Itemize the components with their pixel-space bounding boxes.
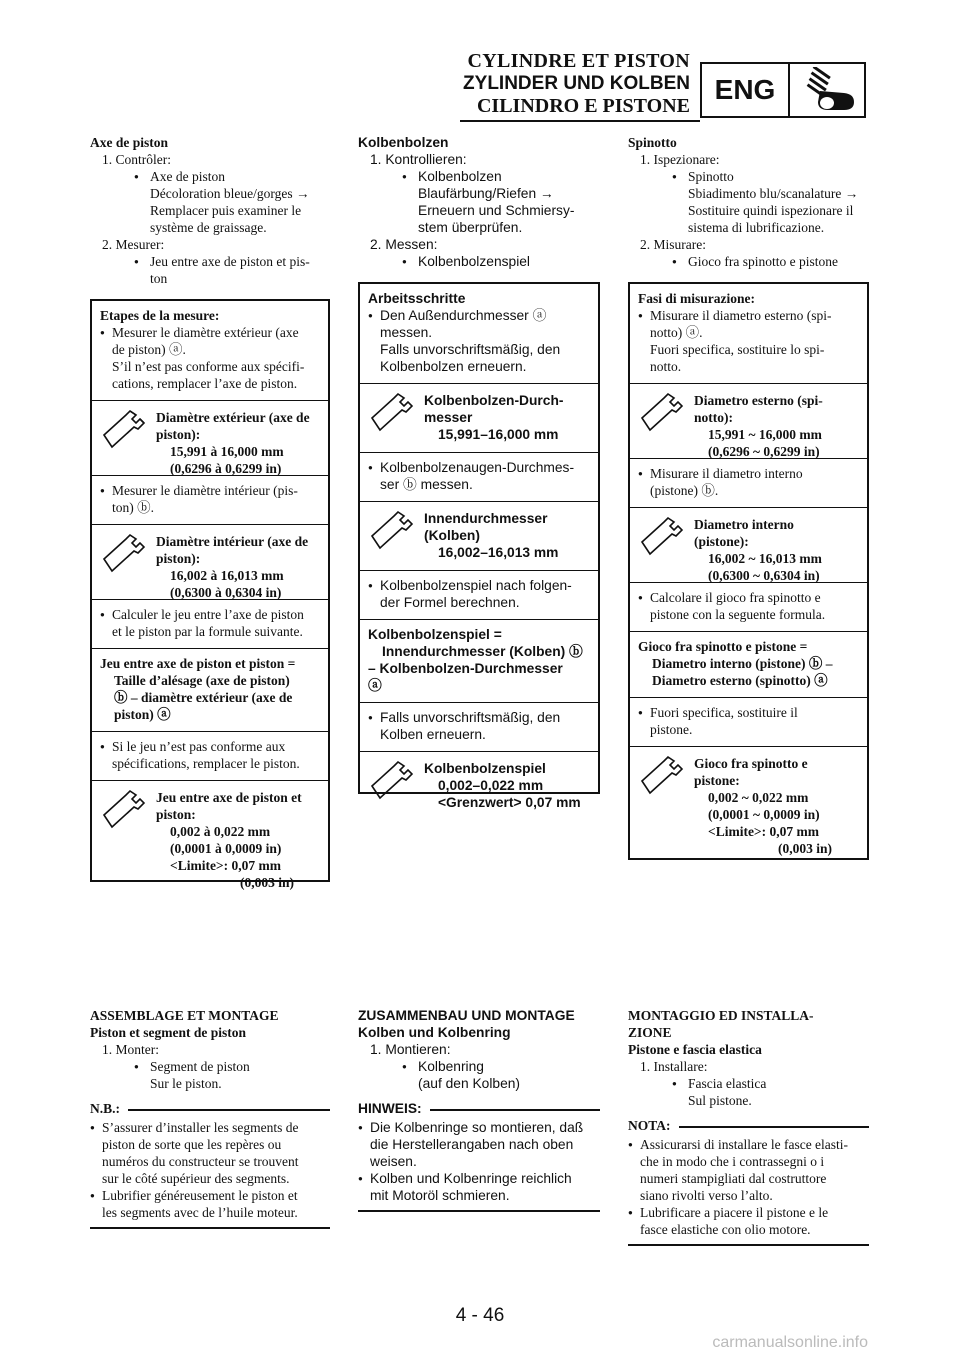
wrench-icon bbox=[638, 753, 694, 857]
fr-box-b1-2: de piston) ⓐ. bbox=[112, 342, 186, 357]
de-box-b1-2: messen. bbox=[380, 325, 433, 340]
fr-note1-3: numéros du constructeur se trouvent bbox=[102, 1154, 299, 1169]
it-box-b1-3: Fuori specifica, sostituire lo spi- bbox=[650, 342, 825, 357]
fr-item1: ● Axe de piston bbox=[90, 168, 330, 185]
de-heading: Kolbenbolzen bbox=[358, 135, 449, 150]
fr-assembly-step: 1. Monter: bbox=[102, 1042, 159, 1057]
wrench-icon bbox=[100, 531, 156, 591]
fr-spec1-2: piston): bbox=[156, 427, 201, 442]
it-box-b2-2: (pistone) ⓑ. bbox=[650, 483, 719, 498]
wrench-icon bbox=[638, 390, 694, 450]
it-assembly-sub: Pistone e fascia elastica bbox=[628, 1042, 762, 1057]
de-measurement-box bbox=[358, 282, 600, 810]
de-step1: 1. Kontrollieren: bbox=[370, 152, 467, 167]
it-assembly-item: ● Fascia elastica bbox=[628, 1075, 869, 1092]
fr-box-b3-1: ● Calculer le jeu entre l’axe de piston bbox=[112, 607, 304, 622]
fr-item1-desc-2: Remplacer puis examiner le bbox=[150, 203, 302, 218]
it-note2-1: ● Lubrificare a piacere il pistone e le bbox=[640, 1205, 829, 1220]
fr-measurement-box bbox=[90, 299, 330, 890]
fr-spec3-2: piston: bbox=[156, 807, 196, 822]
fr-spec3-3: 0,002 à 0,022 mm bbox=[170, 824, 271, 839]
fr-spec1-4: (0,6296 à 0,6299 in) bbox=[170, 461, 282, 476]
fr-box-b4-2: spécifications, remplacer le piston. bbox=[112, 756, 300, 771]
fr-spec3-1: Jeu entre axe de piston et bbox=[156, 790, 302, 805]
it-box-b1-1: ● Misurare il diametro esterno (spi- bbox=[650, 308, 832, 323]
engine-piston-icon bbox=[790, 64, 864, 116]
de-item1-desc-2: Erneuern und Schmiersy- bbox=[418, 203, 575, 218]
fr-spec1-3: 15,991 à 16,000 mm bbox=[170, 444, 284, 459]
it-box-b4-2: pistone. bbox=[650, 722, 693, 737]
it-spec2-3: 16,002 ~ 16,013 mm bbox=[708, 551, 822, 566]
fr-box-b2-1: ● Mesurer le diamètre intérieur (pis- bbox=[112, 483, 298, 498]
de-box-b1-4: Kolbenbolzen erneuern. bbox=[380, 359, 527, 374]
fr-spec3-4: (0,0001 à 0,0009 in) bbox=[170, 841, 282, 856]
fr-box-b1-4: cations, remplacer l’axe de piston. bbox=[112, 376, 298, 391]
fr-formula-1: Jeu entre axe de piston et piston = bbox=[100, 656, 296, 671]
de-box-title: Arbeitsschritte bbox=[368, 291, 466, 306]
fr-box-b2-2: ton) ⓑ. bbox=[112, 500, 154, 515]
fr-spec3-5: <Limite>: 0,07 mm bbox=[170, 858, 281, 873]
de-note-label: HINWEIS: bbox=[358, 1101, 422, 1116]
fr-formula-4: piston) ⓐ bbox=[114, 707, 171, 722]
de-box-b1-1: ● Den Außendurchmesser ⓐ bbox=[380, 308, 547, 323]
it-item1-desc-3: sistema di lubrificazione. bbox=[688, 220, 825, 235]
footer-watermark[interactable]: carmanualsonline.info bbox=[712, 1334, 868, 1351]
de-box-b2-1: ● Kolbenbolzenaugen-Durchmes- bbox=[380, 460, 575, 475]
it-spec3-3: 0,002 ~ 0,022 mm bbox=[708, 790, 809, 805]
fr-note1-2: piston de sorte que les repères ou bbox=[102, 1137, 282, 1152]
it-note1-2: che in modo che i contrassegni o i bbox=[640, 1154, 825, 1169]
de-spec1-3: 15,991–16,000 mm bbox=[438, 427, 559, 442]
it-note-label: NOTA: bbox=[628, 1118, 671, 1133]
fr-note2-2: les segments avec de l’huile moteur. bbox=[102, 1205, 298, 1220]
fr-formula-3: ⓑ – diamètre extérieur (axe de bbox=[114, 690, 293, 705]
fr-assembly-sub: Piston et segment de piston bbox=[90, 1025, 246, 1040]
it-box-b4-1: ● Fuori specifica, sostituire il bbox=[650, 705, 798, 720]
fr-note-label: N.B.: bbox=[90, 1101, 120, 1116]
de-note1-3: weisen. bbox=[370, 1154, 417, 1169]
fr-assembly-heading: ASSEMBLAGE ET MONTAGE bbox=[90, 1008, 279, 1023]
header-title-de: ZYLINDER UND KOLBEN bbox=[463, 73, 690, 94]
it-note1-4: siano rivolti verso l’alto. bbox=[640, 1188, 773, 1203]
de-box-b1-3: Falls unvorschriftsmäßig, den bbox=[380, 342, 561, 357]
de-assembly-heading: ZUSAMMENBAU UND MONTAGE bbox=[358, 1008, 575, 1023]
fr-item2-1: ● Jeu entre axe de piston et pis- bbox=[90, 253, 330, 270]
it-box-b3-2: pistone con la seguente formula. bbox=[650, 607, 826, 622]
fr-spec3-6: (0,003 in) bbox=[240, 875, 294, 890]
it-spec2-1: Diametro interno bbox=[694, 517, 794, 532]
wrench-icon bbox=[100, 787, 156, 891]
it-assembly-item-desc: Sul pistone. bbox=[688, 1093, 752, 1108]
fr-spec1-1: Diamètre extérieur (axe de bbox=[156, 410, 310, 425]
it-assembly-heading-2: ZIONE bbox=[628, 1025, 672, 1040]
it-item1-desc-1: Sbiadimento blu/scanalature → bbox=[688, 186, 859, 201]
fr-heading: Axe de piston bbox=[90, 135, 169, 150]
wrench-icon bbox=[100, 407, 156, 467]
it-assembly-heading: MONTAGGIO ED INSTALLA- bbox=[628, 1008, 814, 1023]
de-assembly-step: 1. Montieren: bbox=[370, 1042, 451, 1057]
it-spec2-4: (0,6300 ~ 0,6304 in) bbox=[708, 568, 820, 583]
it-item1-desc-2: Sostituire quindi ispezionare il bbox=[688, 203, 854, 218]
de-formula-4: ⓐ bbox=[368, 678, 382, 693]
header-rule bbox=[460, 120, 700, 122]
it-step1: 1. Ispezionare: bbox=[640, 152, 720, 167]
de-spec3-3: <Grenzwert> 0,07 mm bbox=[438, 795, 581, 810]
fr-spec2-1: Diamètre intérieur (axe de bbox=[156, 534, 309, 549]
it-note1-3: numeri stampigliati dal costruttore bbox=[640, 1171, 827, 1186]
de-item1-desc-3: stem überprüfen. bbox=[418, 220, 523, 235]
de-formula-1: Kolbenbolzenspiel = bbox=[368, 627, 502, 642]
fr-formula-2: Taille d’alésage (axe de piston) bbox=[114, 673, 290, 688]
de-spec3-2: 0,002–0,022 mm bbox=[438, 778, 544, 793]
de-formula-3: – Kolbenbolzen-Durchmesser bbox=[368, 661, 563, 676]
it-spec3-4: (0,0001 ~ 0,0009 in) bbox=[708, 807, 820, 822]
fr-item2-2: ton bbox=[150, 271, 168, 286]
de-note1-2: die Herstellerangaben nach oben bbox=[370, 1137, 574, 1152]
de-spec3-1: Kolbenbolzenspiel bbox=[424, 761, 546, 776]
de-box-b2-2: ser ⓑ messen. bbox=[380, 477, 473, 492]
it-spec1-3: 15,991 ~ 16,000 mm bbox=[708, 427, 822, 442]
it-item1: ● Spinotto bbox=[628, 168, 869, 185]
fr-note2-1: ● Lubrifier généreusement le piston et bbox=[102, 1188, 298, 1203]
header-title-it: CILINDRO E PISTONE bbox=[476, 95, 690, 117]
fr-spec2-3: 16,002 à 16,013 mm bbox=[170, 568, 284, 583]
header-title-fr: CYLINDRE ET PISTON bbox=[467, 50, 690, 72]
it-spec3-1: Gioco fra spinotto e bbox=[694, 756, 808, 771]
it-box-b2-1: ● Misurare il diametro interno bbox=[650, 466, 803, 481]
it-formula-3: Diametro esterno (spinotto) ⓐ bbox=[652, 673, 828, 688]
fr-box-b1-1: ● Mesurer le diamètre extérieur (axe bbox=[112, 325, 299, 340]
it-spec1-1: Diametro esterno (spi- bbox=[694, 393, 823, 408]
de-note2-2: mit Motoröl schmieren. bbox=[370, 1188, 510, 1203]
it-assembly-step: 1. Installare: bbox=[640, 1059, 708, 1074]
de-item1: ● Kolbenbolzen bbox=[358, 168, 600, 185]
it-heading: Spinotto bbox=[628, 135, 677, 150]
it-box-b3-1: ● Calcolare il gioco fra spinotto e bbox=[650, 590, 821, 605]
it-formula-1: Gioco fra spinotto e pistone = bbox=[638, 639, 808, 654]
de-assembly-sub: Kolben und Kolbenring bbox=[358, 1025, 511, 1040]
fr-box-b1-3: S’il n’est pas conforme aux spécifi- bbox=[112, 359, 305, 374]
de-spec1-2: messer bbox=[424, 410, 473, 425]
de-spec2-1: Innendurchmesser bbox=[424, 511, 548, 526]
fr-item1-desc-3: système de graissage. bbox=[150, 220, 267, 235]
it-spec2-2: (pistone): bbox=[694, 534, 749, 549]
de-item2: ● Kolbenbolzenspiel bbox=[358, 253, 600, 270]
fr-note1-1: ● S’assurer d’installer les segments de bbox=[102, 1120, 299, 1135]
de-box-b4-1: ● Falls unvorschriftsmäßig, den bbox=[380, 710, 561, 725]
de-spec1-1: Kolbenbolzen-Durch- bbox=[424, 393, 564, 408]
it-box-title: Fasi di misurazione: bbox=[638, 291, 755, 306]
it-box-b1-4: notto. bbox=[650, 359, 682, 374]
fr-item1-desc-1: Décoloration bleue/gorges → bbox=[150, 186, 310, 201]
fr-assembly-item-desc: Sur le piston. bbox=[150, 1076, 222, 1091]
de-box-b3-1: ● Kolbenbolzenspiel nach folgen- bbox=[380, 578, 572, 593]
de-box-b4-2: Kolben erneuern. bbox=[380, 727, 486, 742]
de-formula-2: Innendurchmesser (Kolben) ⓑ bbox=[382, 644, 583, 659]
it-spec1-2: notto): bbox=[694, 410, 733, 425]
fr-box-b3-2: et le piston par la formule suivante. bbox=[112, 624, 303, 639]
fr-step1: 1. Contrôler: bbox=[102, 152, 171, 167]
it-spec3-6: (0,003 in) bbox=[778, 841, 832, 856]
de-note2-1: ● Kolben und Kolbenringe reichlich bbox=[370, 1171, 572, 1186]
wrench-icon bbox=[638, 514, 694, 574]
wrench-icon bbox=[368, 758, 424, 811]
wrench-icon bbox=[368, 508, 424, 562]
it-spec3-2: pistone: bbox=[694, 773, 740, 788]
page-number: 4 - 46 bbox=[455, 1305, 505, 1326]
fr-spec2-2: piston): bbox=[156, 551, 201, 566]
section-badge-label: ENG bbox=[702, 64, 790, 116]
de-step2: 2. Messen: bbox=[370, 237, 438, 252]
de-spec2-3: 16,002–16,013 mm bbox=[438, 545, 559, 560]
fr-box-title: Etapes de la mesure: bbox=[100, 308, 220, 323]
de-spec2-2: (Kolben) bbox=[424, 528, 480, 543]
de-box-b3-2: der Formel berechnen. bbox=[380, 595, 520, 610]
fr-box-b4-1: ● Si le jeu n’est pas conforme aux bbox=[112, 739, 286, 754]
it-spec1-4: (0,6296 ~ 0,6299 in) bbox=[708, 444, 820, 459]
fr-step2: 2. Mesurer: bbox=[102, 237, 165, 252]
it-measurement-box bbox=[628, 282, 869, 860]
it-formula-2: Diametro interno (pistone) ⓑ – bbox=[652, 656, 833, 671]
fr-note1-4: sur le côté supérieur des segments. bbox=[102, 1171, 290, 1186]
fr-spec2-4: (0,6300 à 0,6304 in) bbox=[170, 585, 282, 600]
de-item1-desc-1: Blaufärbung/Riefen → bbox=[418, 186, 554, 201]
it-step2: 2. Misurare: bbox=[640, 237, 706, 252]
it-item2: ● Gioco fra spinotto e pistone bbox=[628, 253, 869, 270]
it-note1-1: ● Assicurarsi di installare le fasce elasti- bbox=[640, 1137, 849, 1152]
fr-assembly-item: ● Segment de piston bbox=[90, 1058, 330, 1075]
it-spec3-5: <Limite>: 0,07 mm bbox=[708, 824, 819, 839]
wrench-icon bbox=[368, 390, 424, 444]
it-box-b1-2: notto) ⓐ. bbox=[650, 325, 703, 340]
section-badge bbox=[700, 62, 866, 118]
de-note1-1: ● Die Kolbenringe so montieren, daß bbox=[370, 1120, 584, 1135]
it-note2-2: fasce elastiche con olio motore. bbox=[640, 1222, 811, 1237]
de-assembly-item: ● Kolbenring bbox=[358, 1058, 600, 1075]
de-assembly-item-desc: (auf den Kolben) bbox=[418, 1076, 521, 1091]
